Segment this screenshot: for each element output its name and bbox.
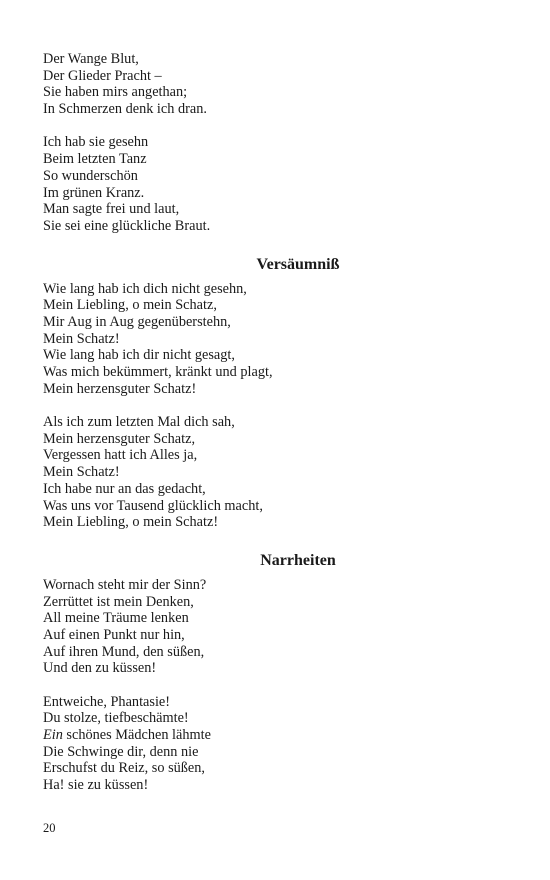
poem-fragment (43, 51, 507, 235)
verse-line: Mein Liebling, o mein Schatz! (43, 514, 219, 531)
verse-line: In Schmerzen denk ich dran. (43, 101, 207, 118)
verse-line: Vergessen hatt ich Alles ja, (43, 447, 198, 464)
poem-narrheiten (43, 549, 507, 794)
verse-line: Und den zu küssen! (43, 660, 157, 677)
emphasis-text: Ein (43, 727, 63, 744)
verse-line: Mein Schatz! (43, 330, 120, 347)
verse-line: Ha! sie zu küssen! (43, 777, 149, 794)
stanza (43, 281, 507, 398)
verse-line: Als ich zum letzten Mal dich sah, (43, 414, 235, 431)
verse-line: Was mich bekümmert, kränkt und plagt, (43, 364, 273, 380)
page-number: 20 (43, 821, 56, 835)
stanza (43, 134, 507, 234)
verse-line: Im grünen Kranz. (43, 184, 145, 201)
verse-line: Man sagte frei und laut, (43, 201, 180, 218)
verse-line: Der Glieder Pracht – (43, 67, 162, 84)
poem-versaeumniss (43, 253, 507, 531)
verse-line: Erschufst du Reiz, so süßen, (43, 760, 206, 777)
verse-line: Mein herzensguter Schatz, (43, 430, 196, 447)
verse-line-rest: schönes Mädchen lähmte (62, 727, 211, 744)
verse-line: Wie lang hab ich dich nicht gesehn, (43, 280, 247, 297)
verse-line: Sie sei eine glückliche Braut. (43, 217, 211, 234)
verse-line: All meine Träume lenken (43, 610, 189, 627)
verse-line: So wunderschön (43, 167, 138, 184)
verse-line: Die Schwinge dir, denn nie (43, 743, 199, 760)
verse-line: Ich hab sie gesehn (43, 134, 149, 151)
stanza (43, 51, 507, 118)
verse-line: Wornach steht mir der Sinn? (43, 576, 207, 593)
page-body (43, 51, 507, 794)
stanza (43, 577, 507, 677)
poem-title: Versäumniß (256, 255, 340, 273)
verse-line: Sie haben mirs angethan; (43, 84, 188, 101)
verse-line: Auf ihren Mund, den süßen, (43, 643, 205, 660)
stanza (43, 414, 507, 531)
verse-line: Mir Aug in Aug gegenüberstehn, (43, 313, 231, 330)
verse-line: Zerrüttet ist mein Denken, (43, 593, 194, 610)
verse-line: Beim letzten Tanz (43, 151, 147, 168)
verse-line: Auf einen Punkt nur hin, (43, 626, 185, 643)
verse-line (43, 727, 507, 744)
verse-line: Entweiche, Phantasie! (43, 693, 171, 710)
poem-title: Narrheiten (260, 551, 336, 569)
verse-line: Wie lang hab ich dir nicht gesagt, (43, 347, 235, 364)
verse-line: Was uns vor Tausend glücklich macht, (43, 497, 263, 514)
verse-line: Der Wange Blut, (43, 51, 139, 67)
verse-line: Mein herzensguter Schatz! (43, 380, 197, 397)
verse-line: Ich habe nur an das gedacht, (43, 480, 206, 497)
verse-line: Mein Schatz! (43, 464, 120, 481)
verse-line: Mein Liebling, o mein Schatz, (43, 297, 217, 314)
verse-line: Du stolze, tiefbeschämte! (43, 710, 189, 727)
stanza (43, 694, 507, 794)
